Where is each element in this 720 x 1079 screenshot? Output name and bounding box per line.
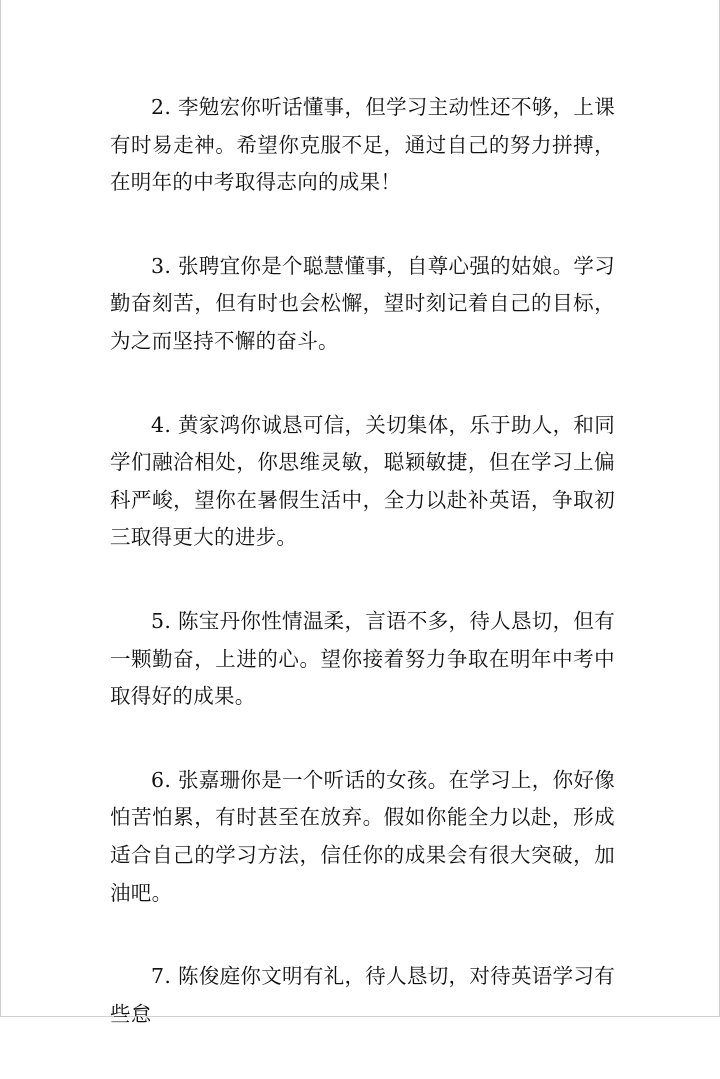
paragraph-line: 进步。 (234, 525, 298, 550)
paragraph-line: 怕累，有时甚至在放弃。假如你能全力以赴，形成适合自己 (110, 805, 615, 867)
paragraph-line: 易走神。希望你克服不足，通过自己的努力拼搏，在明年的 (110, 132, 615, 195)
paragraph-line: 7. 陈俊庭你文明有礼，待人恳切，对待英语学习有些怠 (110, 964, 615, 1026)
paragraph-line: 刻苦，但有时也会松懈，望时刻记着自己的目标，为之而坚 (110, 291, 615, 353)
paragraph-line: 中考取得志向的成果！ (193, 170, 402, 195)
comment-paragraph-4 (110, 407, 615, 557)
paragraph-line: 融洽相处，你思维灵敏，聪颖敏捷，但在学习上偏科严峻， (110, 450, 615, 512)
paragraph-line: 勤奋，上进的心。望你接着努力争取在明年中考中取得好的 (110, 646, 615, 709)
paragraph-line: 持不懈的奋斗。 (193, 328, 339, 353)
comment-paragraph-6 (110, 762, 615, 912)
paragraph-line: 6. 张嘉珊你是一个听话的女孩。在学习上，你好像怕苦 (110, 767, 615, 830)
comment-paragraph-7 (110, 958, 615, 1033)
paragraph-line: 成果。 (193, 684, 256, 709)
comment-paragraph-5 (110, 603, 615, 716)
paragraph-line: 的学习方法，信任你的成果会有很大突破，加油吧。 (110, 842, 616, 905)
paragraph-line: 2. 李勉宏你听话懂事，但学习主动性还不够，上课有时 (110, 95, 615, 157)
paragraph-line: 4. 黄家鸿你诚恳可信，关切集体，乐于助人，和同学们 (110, 412, 615, 475)
paragraph-line: 3. 张聘宜你是个聪慧懂事，自尊心强的姑娘。学习勤奋 (110, 253, 615, 316)
comment-paragraph-3 (110, 248, 615, 361)
paragraph-line: 5. 陈宝丹你性情温柔，言语不多，待人恳切，但有一颗 (110, 608, 615, 671)
comment-paragraph-2 (110, 89, 615, 202)
document-body (110, 89, 615, 1079)
paragraph-line: 望你在暑假生活中，全力以赴补英语，争取初三取得更大的 (110, 487, 616, 550)
